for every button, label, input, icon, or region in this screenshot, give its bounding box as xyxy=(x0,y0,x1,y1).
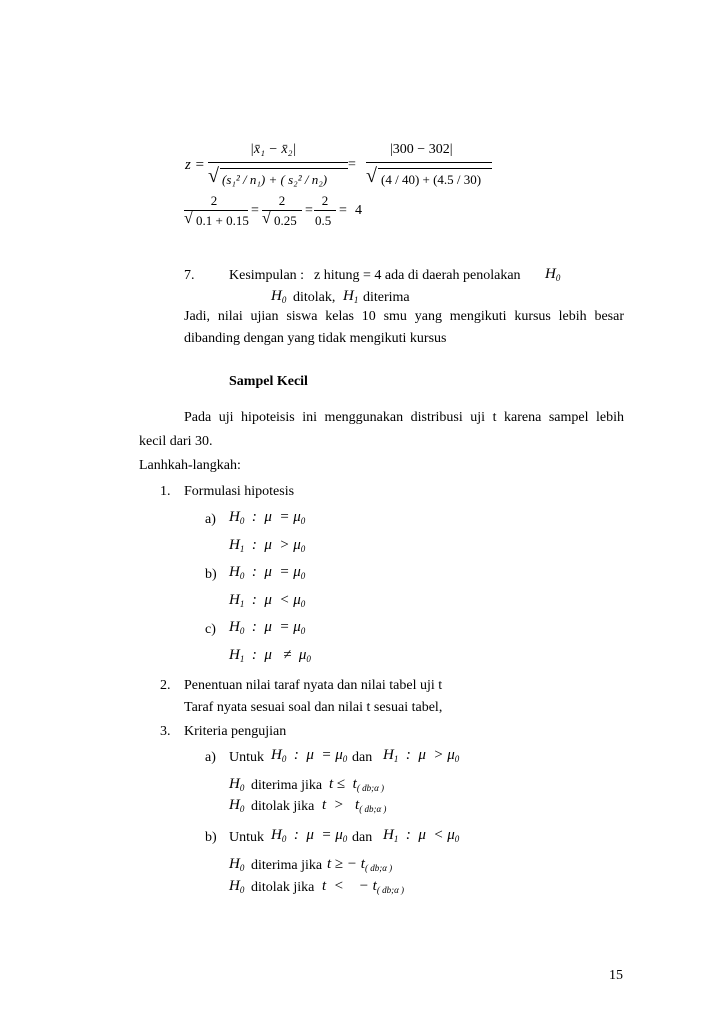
criteria-b-reject-text: ditolak jika xyxy=(251,880,315,895)
z-lhs: z = xyxy=(185,157,205,173)
f2-numerator: 2 xyxy=(278,193,286,208)
equals-4: = xyxy=(339,203,347,218)
sqrt-sign-4: √ xyxy=(262,210,271,227)
hyp-c-h1: $H_1$ : $\mu \ne \mu_0$ xyxy=(229,647,311,664)
criteria-a-label: a) xyxy=(205,750,216,765)
equals-1: = xyxy=(348,157,356,172)
sqrt-overline-1 xyxy=(220,168,348,169)
criteria-b-accept-h0: $H_0$ xyxy=(229,856,245,873)
paragraph-line-1: Pada uji hipoteisis ini menggunakan distribusi uji t karena sampel lebih xyxy=(184,410,624,425)
page-number: 15 xyxy=(609,968,623,983)
step-3-text: Kriteria pengujian xyxy=(184,724,287,739)
section-heading: Sampel Kecil xyxy=(229,374,308,389)
conclusion-line-4: dibanding dengan yang tidak mengikuti kursus xyxy=(184,331,447,346)
conclusion-number: 7. xyxy=(184,268,195,283)
criteria-b-dan: dan xyxy=(352,830,373,845)
hyp-a-h0: $H_0$ : $\mu = \mu_0$ xyxy=(229,509,306,526)
criteria-b-label: b) xyxy=(205,830,217,845)
f1-denominator: 0.1 + 0.15 xyxy=(196,213,249,228)
step-3-number: 3. xyxy=(160,724,171,739)
f1-bar xyxy=(184,210,248,211)
h1-symbol-a: $H_1$ xyxy=(343,288,359,305)
z-numerator-values: |300 − 302| xyxy=(390,142,453,157)
criteria-a-reject-h0: $H_0$ xyxy=(229,797,245,814)
equals-2: = xyxy=(251,203,259,218)
criteria-b-accept-text: diterima jika xyxy=(251,858,323,873)
criteria-a-accept-h0: $H_0$ xyxy=(229,776,245,793)
criteria-a-reject-cond: $t > t_{( db;\alpha )}$ xyxy=(322,797,387,814)
criteria-a-reject-text: ditolak jika xyxy=(251,799,315,814)
f2-denominator: 0.25 xyxy=(274,213,297,228)
conclusion-label: Kesimpulan : xyxy=(229,268,305,283)
criteria-a-h1: $H_1$ : $\mu > \mu_0$ xyxy=(383,747,460,764)
sqrt-sign-1: √ xyxy=(208,165,219,187)
option-a-label: a) xyxy=(205,512,216,527)
step-1-text: Formulasi hipotesis xyxy=(184,484,295,499)
sqrt-overline-2 xyxy=(378,168,492,169)
h0-symbol-a: $H_0$ xyxy=(545,266,561,283)
criteria-b-h0: $H_0$ : $\mu = \mu_0$ xyxy=(271,827,348,844)
criteria-b-reject-cond: t < − $t_{( db;\alpha )}$ xyxy=(322,878,405,895)
step-2-number: 2. xyxy=(160,678,171,693)
criteria-a-dan: dan xyxy=(352,750,373,765)
step-1-number: 1. xyxy=(160,484,171,499)
hyp-a-h1: $H_1$ : $\mu > \mu_0$ xyxy=(229,537,306,554)
z-denominator-values: (4 / 40) + (4.5 / 30) xyxy=(381,172,482,187)
step-2-subtext: Taraf nyata sesuai soal dan nilai t sesuai tabel, xyxy=(184,700,443,715)
f3-bar xyxy=(314,210,336,211)
hyp-b-h0: $H_0$ : $\mu = \mu_0$ xyxy=(229,564,306,581)
criteria-b-accept-cond: t ≥ − $t_{( db;\alpha )}$ xyxy=(327,856,393,873)
equals-3: = xyxy=(305,203,313,218)
z-denominator-general: (s₁² / n₁) + ( s₂² / n₂) xyxy=(222,172,328,187)
conclusion-text-2a: ditolak, xyxy=(293,290,336,305)
steps-label: Lanhkah-langkah: xyxy=(139,458,241,473)
criteria-b-h1: $H_1$ : $\mu < \mu_0$ xyxy=(383,827,460,844)
criteria-a-untuk: Untuk xyxy=(229,750,264,765)
criteria-b-reject-h0: $H_0$ xyxy=(229,878,245,895)
f1-numerator: 2 xyxy=(210,193,218,208)
paragraph-line-2: kecil dari 30. xyxy=(139,434,213,449)
option-c-label: c) xyxy=(205,622,216,637)
f3-numerator: 2 xyxy=(321,193,329,208)
step-2-text: Penentuan nilai taraf nyata dan nilai tabel uji t xyxy=(184,678,443,693)
criteria-a-accept-text: diterima jika xyxy=(251,778,323,793)
criteria-b-untuk: Untuk xyxy=(229,830,264,845)
z-result: 4 xyxy=(355,203,362,218)
conclusion-text-1: z hitung = 4 ada di daerah penolakan xyxy=(314,268,521,283)
sqrt-sign-3: √ xyxy=(184,210,193,227)
option-b-label: b) xyxy=(205,567,217,582)
hyp-b-h1: $H_1$ : $\mu < \mu_0$ xyxy=(229,592,306,609)
conclusion-text-2b: diterima xyxy=(363,290,410,305)
conclusion-line-3: Jadi, nilai ujian siswa kelas 10 smu yang mengikuti kursus lebih besar xyxy=(184,309,624,324)
z-numerator-general: |x̄₁ − x̄₂| xyxy=(250,142,297,157)
fraction-bar-1 xyxy=(208,162,348,163)
criteria-a-accept-cond: $t \le t_{( db;\alpha )}$ xyxy=(329,776,385,793)
fraction-bar-2 xyxy=(366,162,492,163)
hyp-c-h0: $H_0$ : $\mu = \mu_0$ xyxy=(229,619,306,636)
criteria-a-h0: $H_0$ : $\mu = \mu_0$ xyxy=(271,747,348,764)
sqrt-sign-2: √ xyxy=(366,165,377,187)
h0-symbol-b: $H_0$ xyxy=(271,288,287,305)
f3-denominator: 0.5 xyxy=(315,213,332,228)
